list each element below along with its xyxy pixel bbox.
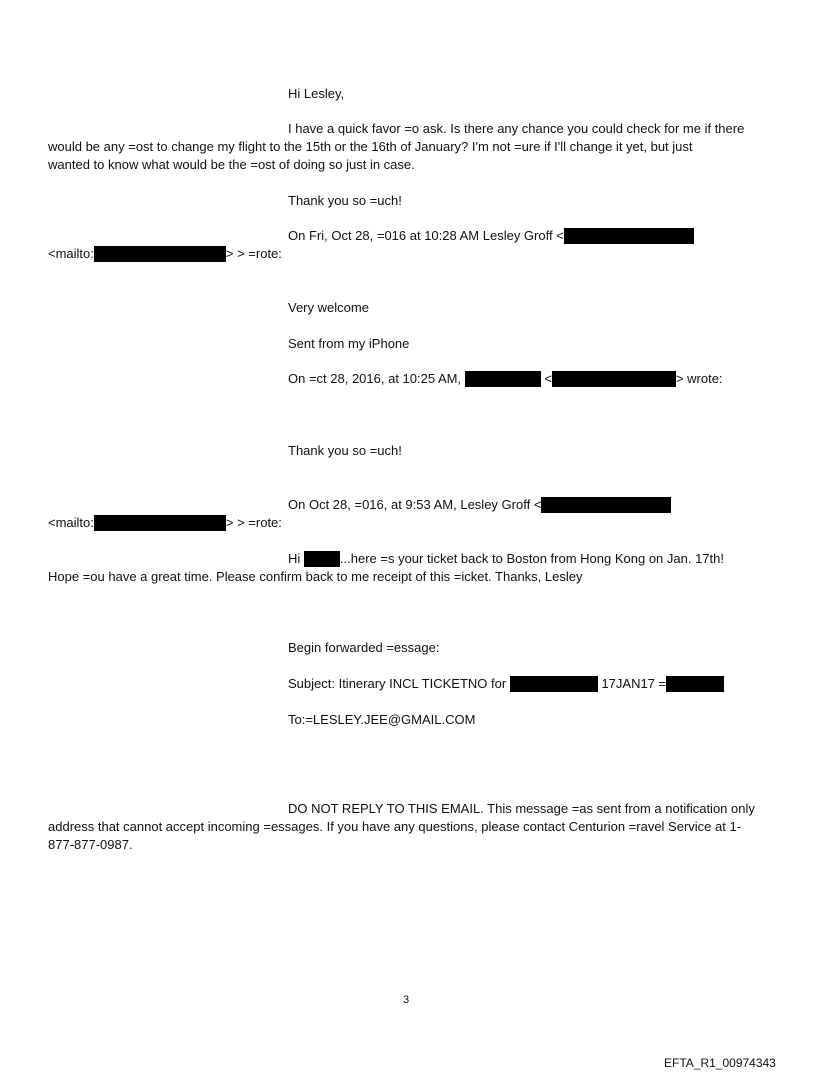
redaction-box <box>510 676 598 692</box>
notice-line-1: DO NOT REPLY TO THIS EMAIL. This message =as sent from a notification only <box>288 801 755 816</box>
ticket-line-2: Hope =ou have a great time. Please confirm back to me receipt of this =icket. Thanks, Lesley <box>48 569 583 584</box>
thanks-line-1: Thank you so =uch! <box>288 193 402 208</box>
favor-line-2: would be any =ost to change my flight to the 15th or the 16th of January? I'm not =ure if I'll change it yet, but just <box>48 139 693 154</box>
favor-line-3: wanted to know what would be the =ost of doing so just in case. <box>48 157 415 172</box>
redaction-box <box>564 228 694 244</box>
mailto-end: > > =rote: <box>225 246 282 261</box>
quote-header-2-end: > wrote: <box>675 371 723 386</box>
redaction-box <box>666 676 724 692</box>
mailto-label: <mailto: <box>48 246 94 261</box>
subject-date: 17JAN17 = <box>601 676 667 691</box>
ticket-hi: Hi <box>288 551 301 566</box>
to-line: To:=LESLEY.JEE@GMAIL.COM <box>288 712 476 727</box>
quote-header-3 <box>288 497 671 513</box>
notice-line-3: 877-877-0987. <box>48 837 133 852</box>
ticket-line-1 <box>288 551 724 567</box>
quote-header-3-text: On Oct 28, =016, at 9:53 AM, Lesley Groff < <box>288 497 542 512</box>
redaction-box <box>465 371 541 387</box>
redaction-box <box>94 515 226 531</box>
quote-header-1-text: On Fri, Oct 28, =016 at 10:28 AM Lesley Groff < <box>288 228 564 243</box>
subject-text: Subject: Itinerary INCL TICKETNO for <box>288 676 507 691</box>
subject-line <box>288 676 724 692</box>
quote-header-2-bracket: < <box>544 371 552 386</box>
quote-header-2 <box>288 371 723 387</box>
redaction-box <box>304 551 340 567</box>
thanks-line-2: Thank you so =uch! <box>288 443 402 458</box>
redaction-box <box>552 371 676 387</box>
very-welcome: Very welcome <box>288 300 369 315</box>
redaction-box <box>541 497 671 513</box>
quote-mailto-3 <box>48 515 282 531</box>
notice-line-2: address that cannot accept incoming =essages. If you have any questions, please contact Centurion =ravel Service at 1- <box>48 819 742 834</box>
favor-line-1: I have a quick favor =o ask. Is there any chance you could check for me if there <box>288 121 745 136</box>
ticket-line-1-rest: ...here =s your ticket back to Boston from Hong Kong on Jan. 17th! <box>339 551 724 566</box>
forwarded-label: Begin forwarded =essage: <box>288 640 440 655</box>
sent-from: Sent from my iPhone <box>288 336 410 351</box>
bates-number: EFTA_R1_00974343 <box>664 1056 776 1070</box>
quote-header-2-text: On =ct 28, 2016, at 10:25 AM, <box>288 371 462 386</box>
quote-mailto-1 <box>48 246 282 262</box>
mailto-label: <mailto: <box>48 515 94 530</box>
mailto-end: > > =rote: <box>225 515 282 530</box>
page-number: 3 <box>403 994 410 1006</box>
quote-header-1 <box>288 228 694 244</box>
redaction-box <box>94 246 226 262</box>
greeting: Hi Lesley, <box>288 86 345 101</box>
